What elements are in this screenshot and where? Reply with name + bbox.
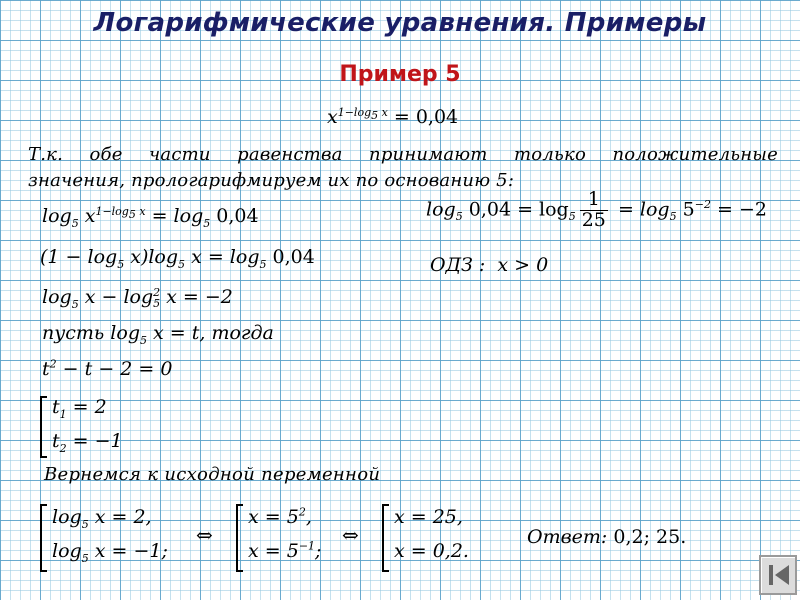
explanation-line-2: значения, прологарифмируем их по основанию 5: <box>28 170 515 191</box>
system2-row2: $x = 5^{-1}$; <box>248 539 322 562</box>
system-bracket-t <box>40 396 47 458</box>
equivalence-arrow-1: ⇔ <box>196 523 213 547</box>
explanation-line-1: Т.к. обе части равенства принимают только положительные <box>28 144 778 165</box>
system1-row2: $\log_5 x = -1$; <box>52 540 168 565</box>
return-to-variable-text: Вернемся к исходной переменной <box>44 464 381 485</box>
step-2: $(1 - \log_5 x)\log_5$ $x = \log_5 0,04$ <box>40 246 315 271</box>
root-t1: $t_1 = 2$ <box>52 396 107 421</box>
step-4: пусть $\log_5 x = t$, тогда <box>42 322 274 347</box>
system3-row1: x = 25, <box>394 506 463 528</box>
system2-row1: $x = 5^2$, <box>248 505 312 528</box>
slide-title: Логарифмические уравнения. Примеры <box>93 8 707 38</box>
skip-back-button[interactable] <box>759 555 797 595</box>
equivalence-arrow-2: ⇔ <box>342 523 359 547</box>
domain-condition: ОДЗ : x > 0 <box>430 254 549 276</box>
step-3: $\log_5 x - \log$ 2 5 x = −2 <box>42 286 233 311</box>
system1-row1: $\log_5 x = 2$, <box>52 506 152 531</box>
system-bracket-1 <box>40 504 47 572</box>
main-equation: $x^{1-log_5 x} = 0,04$ <box>327 105 459 128</box>
root-t2: $t_2 = -1$ <box>52 430 123 455</box>
example-label: Пример 5 <box>339 62 461 87</box>
system-bracket-2 <box>236 504 243 572</box>
step-5: $t^2 - t - 2 = 0$ <box>42 357 173 380</box>
answer: Ответ: 0,2; 25. <box>527 526 687 548</box>
system3-row2: x = 0,2. <box>394 540 469 562</box>
step-1: $\log_5 x^{1-log_5 x} = \log_5 0,04$ <box>42 204 259 230</box>
system-bracket-3 <box>382 504 389 572</box>
side-calculation: $\log_5 0,04 = \log_5$ $\frac{1}{25}$ = $\log_5 5^{-2} = -2$ <box>426 188 767 231</box>
